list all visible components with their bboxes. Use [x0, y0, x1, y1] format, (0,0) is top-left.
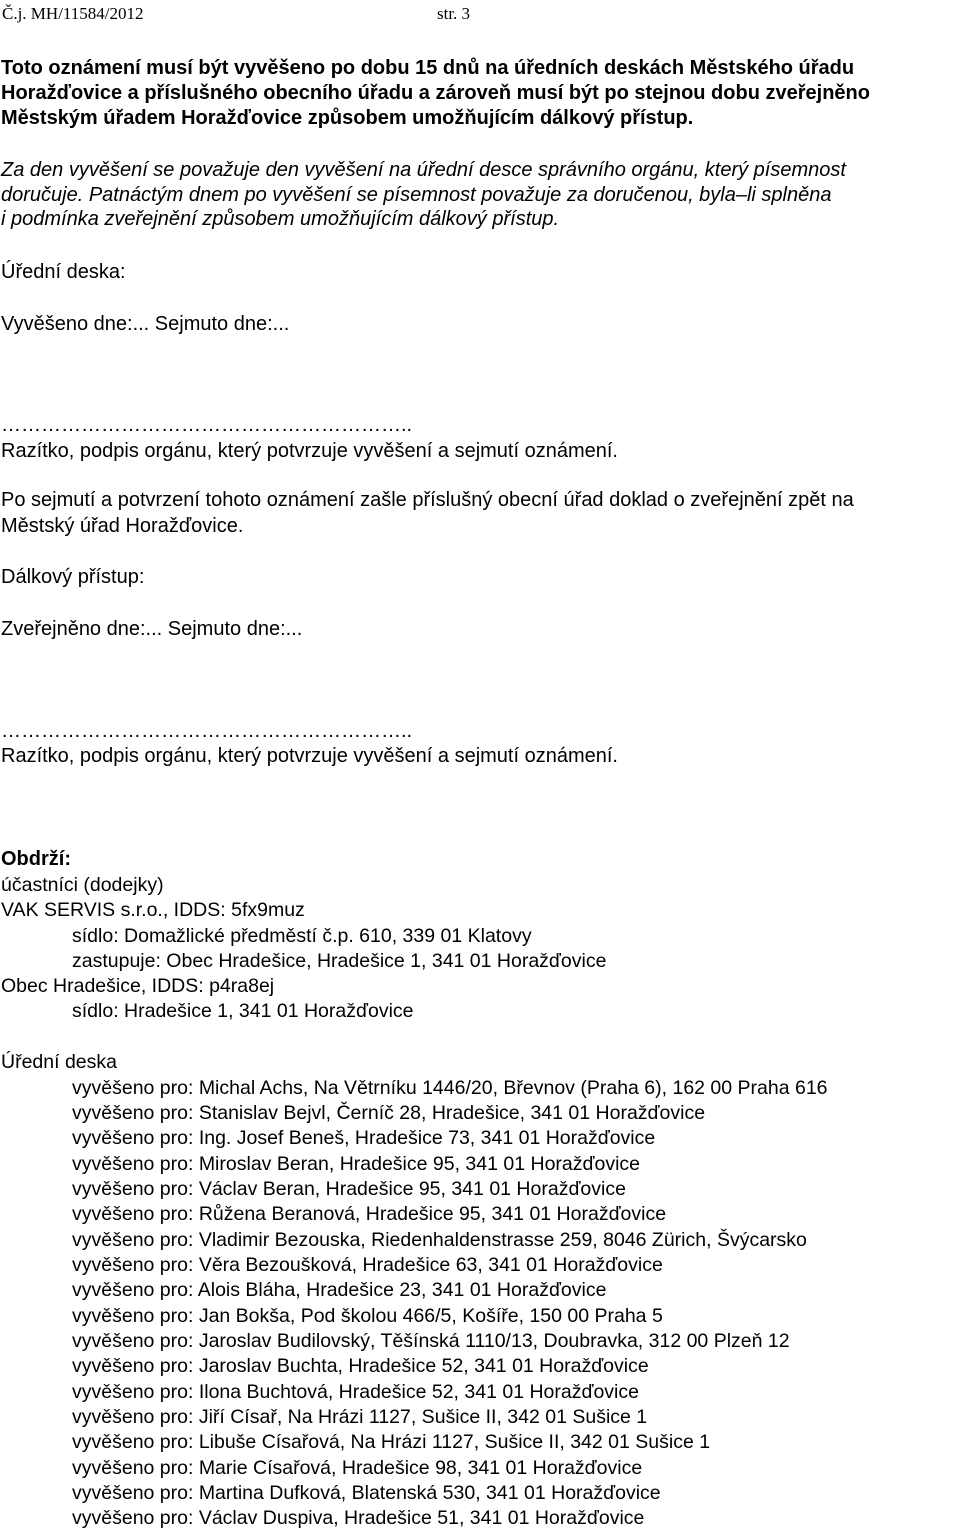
posted-for-item: vyvěšeno pro: Libuše Císařová, Na Hrázi 1127, Sušice II, 342 01 Sušice 1: [72, 1431, 711, 1453]
delivery-rule-line-1: Za den vyvěšení se považuje den vyvěšení na úřední desce správního orgánu, který písemnost: [1, 159, 846, 181]
recipient-vak-seat: sídlo: Domažlické předměstí č.p. 610, 339 01 Klatovy: [72, 925, 532, 947]
posted-for-item: vyvěšeno pro: Jaroslav Buchta, Hradešice 52, 341 01 Horažďovice: [72, 1355, 649, 1377]
posted-for-item: vyvěšeno pro: Jiří Císař, Na Hrázi 1127, Sušice II, 342 01 Sušice 1: [72, 1406, 648, 1428]
posted-for-item: vyvěšeno pro: Věra Bezoušková, Hradešice 63, 341 01 Horažďovice: [72, 1254, 663, 1276]
posted-for-item: vyvěšeno pro: Miroslav Beran, Hradešice 95, 341 01 Horažďovice: [72, 1153, 641, 1175]
remote-stamp-caption: Razítko, podpis orgánu, který potvrzuje vyvěšení a sejmutí oznámení.: [1, 745, 618, 767]
return-note-line-2: Městský úřad Horažďovice.: [1, 515, 244, 537]
board-posted-line: Vyvěšeno dne:... Sejmuto dne:...: [1, 313, 290, 335]
delivery-rule-line-2b: Patnáctým dnem po vyvěšení se písemnost považuje za doručenou, byla–li splněna: [83, 184, 832, 206]
posted-for-item: vyvěšeno pro: Michal Achs, Na Větrníku 1446/20, Břevnov (Praha 6), 162 00 Praha 616: [72, 1077, 828, 1099]
posted-for-item: vyvěšeno pro: Stanislav Bejvl, Černíč 28, Hradešice, 341 01 Horažďovice: [72, 1102, 706, 1124]
remote-signature-dots: ……………………………………………………..: [1, 720, 413, 742]
notice-line-3: Městským úřadem Horažďovice způsobem umožňujícím dálkový přístup.: [1, 107, 694, 129]
posted-for-item: vyvěšeno pro: Václav Beran, Hradešice 95, 341 01 Horažďovice: [72, 1178, 626, 1200]
posted-for-item: vyvěšeno pro: Jaroslav Budilovský, Těšínská 1110/13, Doubravka, 312 00 Plzeň 12: [72, 1330, 790, 1352]
remote-posted-line: Zveřejněno dne:... Sejmuto dne:...: [1, 618, 303, 640]
recipient-obec: Obec Hradešice, IDDS: p4ra8ej: [1, 975, 275, 997]
board-label: Úřední deska:: [1, 261, 126, 283]
recipient-vak: VAK SERVIS s.r.o., IDDS: 5fx9muz: [1, 899, 305, 921]
delivery-rule-line-2: [1, 184, 832, 207]
posted-for-item: vyvěšeno pro: Marie Císařová, Hradešice 98, 341 01 Horažďovice: [72, 1457, 643, 1479]
return-note-line-1: Po sejmutí a potvrzení tohoto oznámení zašle příslušný obecní úřad doklad o zveřejnění zpět na: [1, 489, 854, 511]
board-recipients-label: Úřední deska: [1, 1051, 117, 1073]
recipients-heading: Obdrží:: [1, 848, 71, 870]
posted-for-item: vyvěšeno pro: Alois Bláha, Hradešice 23, 341 01 Horažďovice: [72, 1279, 607, 1301]
posted-for-item: vyvěšeno pro: Martina Dufková, Blatenská 530, 341 01 Horažďovice: [72, 1482, 661, 1504]
posted-for-item: vyvěšeno pro: Ing. Josef Beneš, Hradešice 73, 341 01 Horažďovice: [72, 1127, 656, 1149]
posted-for-item: vyvěšeno pro: Ilona Buchtová, Hradešice 52, 341 01 Horažďovice: [72, 1381, 639, 1403]
participants-label: účastníci (dodejky): [1, 874, 164, 896]
page-number: str. 3: [437, 4, 471, 23]
notice-line-2: Horažďovice a příslušného obecního úřadu a zároveň musí být po stejnou dobu zveřejněno: [1, 82, 870, 104]
posted-for-item: vyvěšeno pro: Růžena Beranová, Hradešice 95, 341 01 Horažďovice: [72, 1203, 667, 1225]
posted-for-item: vyvěšeno pro: Vladimir Bezouska, Riedenhaldenstrasse 259, 8046 Zürich, Švýcarsko: [72, 1229, 807, 1251]
posted-for-item: vyvěšeno pro: Jan Bokša, Pod školou 466/5, Košíře, 150 00 Praha 5: [72, 1305, 663, 1327]
recipient-vak-representative: zastupuje: Obec Hradešice, Hradešice 1, 341 01 Horažďovice: [72, 950, 607, 972]
board-stamp-caption: Razítko, podpis orgánu, který potvrzuje vyvěšení a sejmutí oznámení.: [1, 440, 618, 462]
remote-access-label: Dálkový přístup:: [1, 566, 145, 588]
posted-for-item: vyvěšeno pro: Václav Duspiva, Hradešice 51, 341 01 Horažďovice: [72, 1507, 645, 1529]
board-signature-dots: ……………………………………………………..: [1, 414, 413, 436]
delivery-rule-line-2a: doručuje.: [1, 184, 84, 206]
recipient-obec-seat: sídlo: Hradešice 1, 341 01 Horažďovice: [72, 1000, 414, 1022]
delivery-rule-line-3: i podmínka zveřejnění způsobem umožňujícím dálkový přístup.: [1, 208, 560, 230]
notice-line-1: Toto oznámení musí být vyvěšeno po dobu 15 dnů na úředních deskách Městského úřadu: [1, 57, 855, 79]
reference-number: Č.j. MH/11584/2012: [2, 4, 144, 23]
